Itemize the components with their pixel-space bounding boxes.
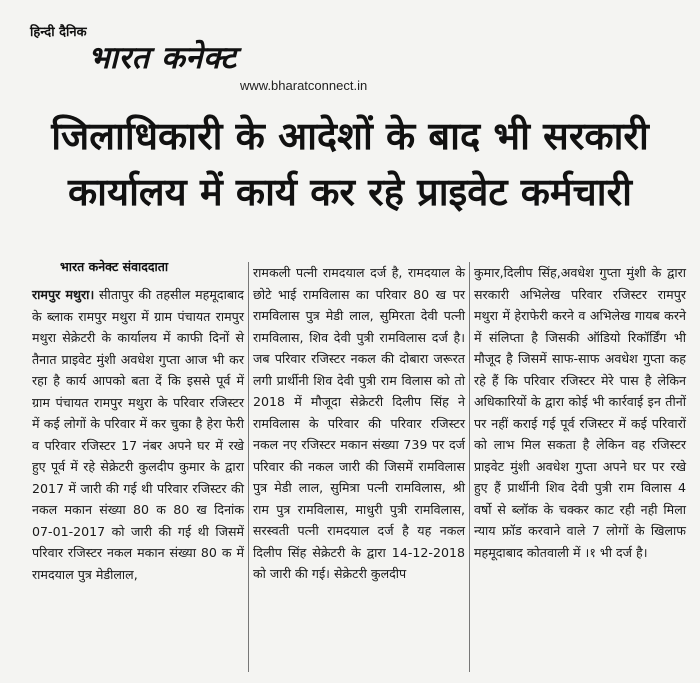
article-column-3 xyxy=(474,262,686,563)
headline-line-1: जिलाधिकारी के आदेशों के बाद भी सरकारी xyxy=(51,114,649,158)
column-1-text: सीतापुर की तहसील महमूदाबाद के ब्लाक रामपुर मथुरा में ग्राम पंचायत रामपुर मथुरा सेक्रेटरी के कार्यालय में काफी दिनों से तैनात प्राइवेट मुंशी अवधेश गुप्ता आज भी कर रहा है कार्य आपको बता दें कि इससे पूर्व में ग्राम पंचायत रामपुर मथुरा के परिवार रजिस्टर में कई लोगों के परिवार में कर चुका है हेरा फेरी व परिवार रजिस्टर 17 नंबर अपने घर में रखे हुए पूर्व में रहे सेक्रेटरी कुलदीप कुमार के द्वारा 2017 में जारी की गई थी परिवार रजिस्टर की नकल मकान संख्या 80 क 80 ख दिनांक 07-01-2017 को जारी की गई थी जिसमें परिवार रजिस्टर नकल मकान संख्या 80 क में रामदयाल पुत्र मेडीलाल, xyxy=(32,287,244,582)
masthead xyxy=(0,0,700,100)
byline: भारत कनेक्ट संवाददाता xyxy=(60,259,169,274)
column-3-text: कुमार,दिलीप सिंह,अवधेश गुप्ता मुंशी के द्वारा सरकारी अभिलेख परिवार रजिस्टर रामपुर मथुरा में हेराफेरी करने व अभिलेख गायब करने में संलिप्ता है जिसकी ऑडियो रिकॉर्डिंग भी मौजूद है जिसमें साफ-साफ अवधेश गुप्ता कह रहे हैं कि परिवार रजिस्टर मेरे पास है लेकिन अधिकारियों के द्वारा कोई भी कार्रवाई इन तीनों पर नहीं कराई गई पूर्व रजिस्टर में कई परिवारों को लाभ मिल सकता है लेकिन वह रजिस्टर प्राइवेट मुंशी अवधेश गुप्ता अपने घर पर रखे हुए हैं प्रार्थीनी शिव देवी पुत्री राम विलास 4 वर्षो से ब्लॉक के चक्कर काट रही नही मिला न्याय फ्रॉड करवाने वाले 7 लोगों के खिलाफ महमूदाबाद कोतवाली में ।१ भी दर्ज है। xyxy=(474,265,686,560)
article-column-1 xyxy=(32,284,244,585)
column-divider xyxy=(469,262,470,672)
column-divider xyxy=(248,262,249,672)
article-column-2 xyxy=(253,262,465,585)
dateline-place: रामपुर मथुरा। xyxy=(32,287,95,302)
paper-name: भारत कनेक्ट xyxy=(88,40,237,76)
paper-url: www.bharatconnect.in xyxy=(240,78,368,93)
paper-tagline: हिन्दी दैनिक xyxy=(30,25,87,40)
headline-line-2: कार्यालय में कार्य कर रहे प्राइवेट कर्मचारी xyxy=(68,170,632,214)
column-2-text: रामकली पत्नी रामदयाल दर्ज है, रामदयाल के छोटे भाई रामविलास का परिवार 80 ख पर रामविलास पुत्र मेडी लाल, सुमिरता देवी पत्नी रामविलास, शिव देवी पुत्री रामविलास दर्ज है। जब परिवार रजिस्टर नकल की दोबारा जरूरत लगी प्रार्थीनी शिव देवी पुत्री राम विलास को तो 2018 में मौजूदा सेक्रेटरी दिलीप सिंह ने रामविलास के परिवार की परिवार रजिस्टर नकल नए रजिस्टर मकान संख्या 739 पर दर्ज परिवार की नकल जारी की जिसमें रामविलास पुत्र मेडी लाल, सुमित्रा पत्नी रामविलास, श्री राम पुत्र रामविलास, माधुरी पुत्री रामविलास, सरस्वती पत्नी रामदयाल दर्ज है यह नकल दिलीप सिंह सेक्रेटरी के द्वारा 14-12-2018 को जारी की गई। सेक्रेटरी कुलदीप xyxy=(253,265,465,581)
headline xyxy=(14,108,686,220)
